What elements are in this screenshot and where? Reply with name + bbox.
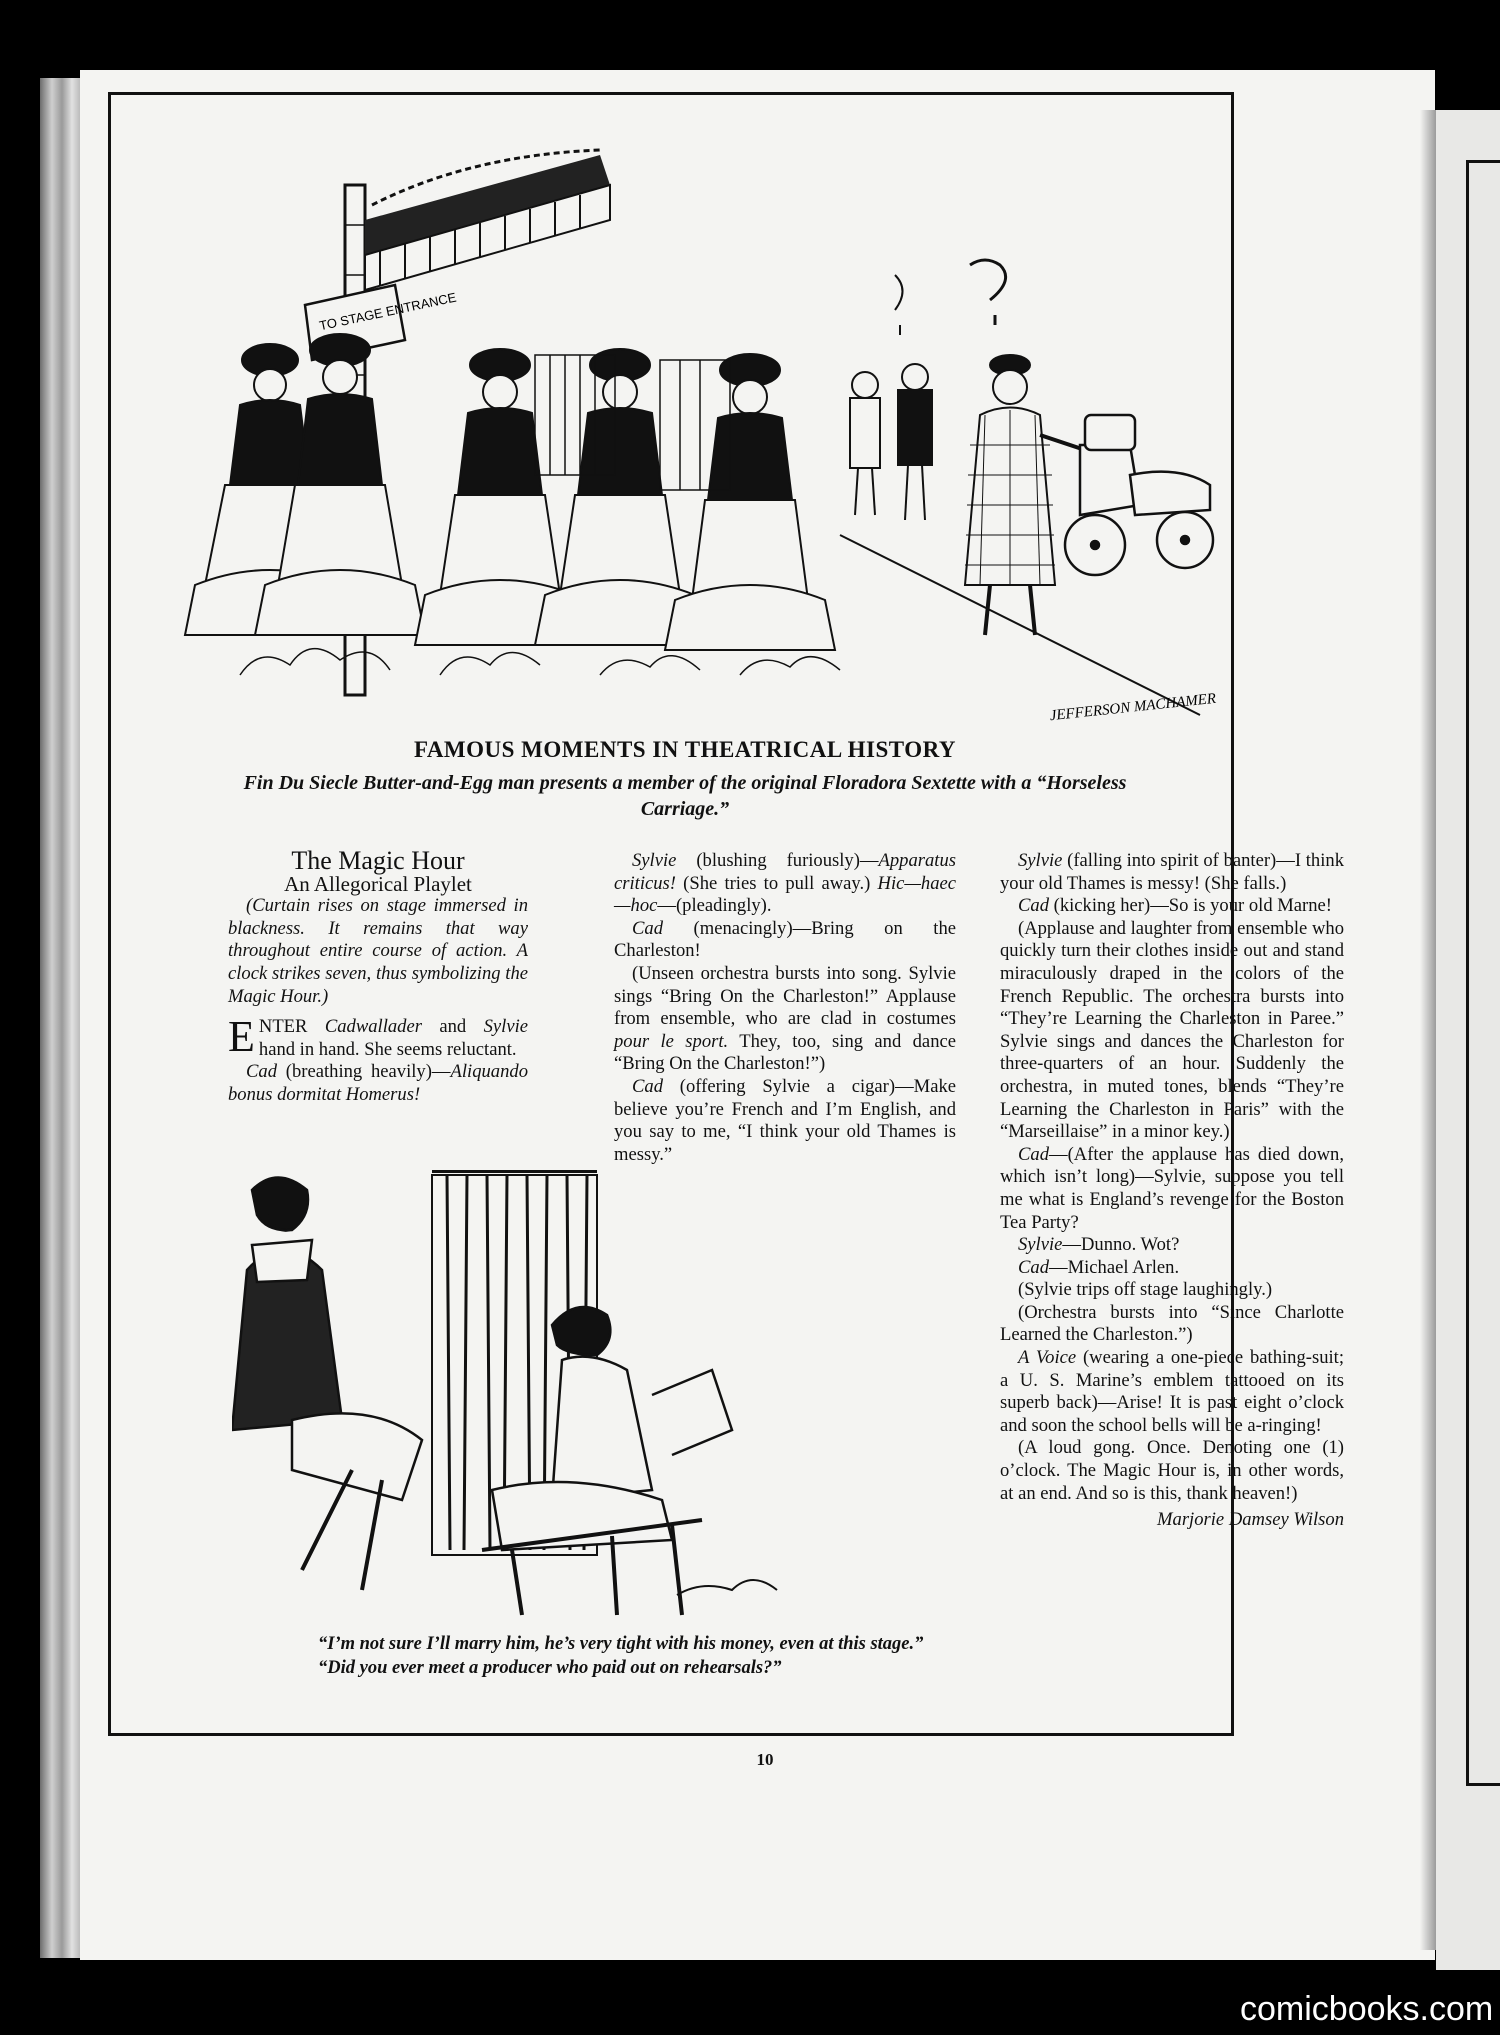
stage-direction-orchestra: (Unseen orchestra bursts into song. Sylvie sings “Bring On the Charleston!” Applause from ensemble, who are clad in costumes pour le sport. They, too, sing and dance “Bring On the Charleston!”): [614, 962, 956, 1075]
caption-line-1: “I’m not sure I’ll marry him, he’s very tight with his money, even at this stage.”: [318, 1634, 924, 1654]
stage-direction-charlotte: (Orchestra bursts into “Since Charlotte Learned the Charleston.”): [1000, 1301, 1344, 1346]
cad-line-5: Cad—(After the applause has died down, which isn’t long)—Sylvie, suppose you tell me what is England’s revenge for the Boston Tea Party?: [1000, 1143, 1344, 1233]
cad-line-1: Cad (breathing heavily)—Aliquando bonus dormitat Homerus!: [228, 1061, 528, 1105]
playlet-title: The Magic Hour: [291, 846, 465, 875]
enter-paragraph: ENTER Cadwallader and Sylvie hand in hand. She seems reluctant.: [228, 1012, 528, 1062]
book-page-edges: [40, 78, 80, 1958]
stage-direction-exit: (Sylvie trips off stage laughingly.): [1018, 1279, 1273, 1301]
dust-clouds-drawing: [240, 649, 840, 675]
sylvie-line-1: Sylvie (blushing furiously)—Apparatus criticus! (She tries to pull away.) Hic—haec—hoc—(pleadingly).: [614, 850, 956, 917]
cad-line-4: Cad (kicking her)—So is your old Marne!: [1018, 895, 1332, 917]
author-byline: Marjorie Damsey Wilson: [1157, 1509, 1344, 1531]
dressing-room-sketch: [232, 1170, 972, 1620]
opening-stage-direction: (Curtain rises on stage immersed in blackness. It remains that way throughout entire course of action. A clock strikes seven, thus symbolizing the Magic Hour.): [228, 895, 528, 1007]
page-headline: FAMOUS MOMENTS IN THEATRICAL HISTORY: [413, 737, 956, 762]
page-gutter-shadow: [1420, 110, 1436, 1950]
playlet-column-3: [1000, 850, 1344, 1532]
cad-line-3: Cad (offering Sylvie a cigar)—Make believe you’re French and I’m English, and you say to me, “I think your old Thames is messy.”: [614, 1075, 956, 1165]
cad-line-6: Cad—Michael Arlen.: [1018, 1256, 1180, 1278]
playlet-subtitle: An Allegorical Playlet: [284, 871, 472, 896]
bottom-sketch-caption: [300, 1632, 940, 1680]
artist-signature: JEFFERSON MACHAMER: [1049, 690, 1217, 725]
adjacent-page: [1436, 110, 1500, 1970]
playlet-column-1: [228, 846, 528, 1107]
caption-line-2: “Did you ever meet a producer who paid out on rehearsals?”: [318, 1658, 782, 1678]
drop-cap: E: [228, 1012, 255, 1062]
horseless-carriage-drawing: [1065, 415, 1213, 575]
chorus-girls-drawing: [185, 334, 835, 650]
voice-line: A Voice (wearing a one-piece bathing-suit; a U. S. Marine’s emblem tattooed on its superb back)—Arise! It is past eight o’clock and soon the school bells will be a-ringing!: [1000, 1347, 1345, 1436]
stage-direction-applause: (Applause and laughter from ensemble who quickly turn their clothes inside out and stand miraculously draped in the colors of the French Republic. The orchestra bursts into “They’re Learning the Charleston in Paree.” Sylvie sings and dances the Charleston for three-quarters of an hour. Suddenly the orchestra, in muted tones, blends “They’re Learning the Charleston in Paris” with the “Marseillaise” in a minor key.): [1000, 917, 1344, 1143]
page-number: 10: [756, 1750, 774, 1769]
playlet-column-2: [614, 850, 956, 1166]
sign-text: TO STAGE ENTRANCE: [317, 289, 458, 334]
top-cartoon-caption: Fin Du Siecle Butter-and-Egg man presents a member of the original Floradora Sextette with a “Horseless Carriage.”: [243, 772, 1127, 820]
sketch-signature: [677, 1580, 777, 1595]
sylvie-line-3: Sylvie—Dunno. Wot?: [1018, 1234, 1180, 1256]
sylvie-line-2: Sylvie (falling into spirit of banter)—I think your old Thames is messy! (She falls.): [1000, 850, 1344, 894]
theatrical-cartoon-illustration: [140, 115, 1240, 755]
gentlemen-drawing: [850, 275, 932, 520]
awning-drawing: [365, 150, 610, 290]
source-watermark: comicbooks.com: [1240, 1990, 1494, 2028]
cad-line-2: Cad (menacingly)—Bring on the Charleston!: [614, 917, 956, 962]
stage-direction-gong: (A loud gong. Once. Denoting one (1) o’clock. The Magic Hour is, in other words, at an end. And so is this, thank heaven!): [1000, 1437, 1344, 1504]
left-woman-sketch: [232, 1178, 422, 1591]
